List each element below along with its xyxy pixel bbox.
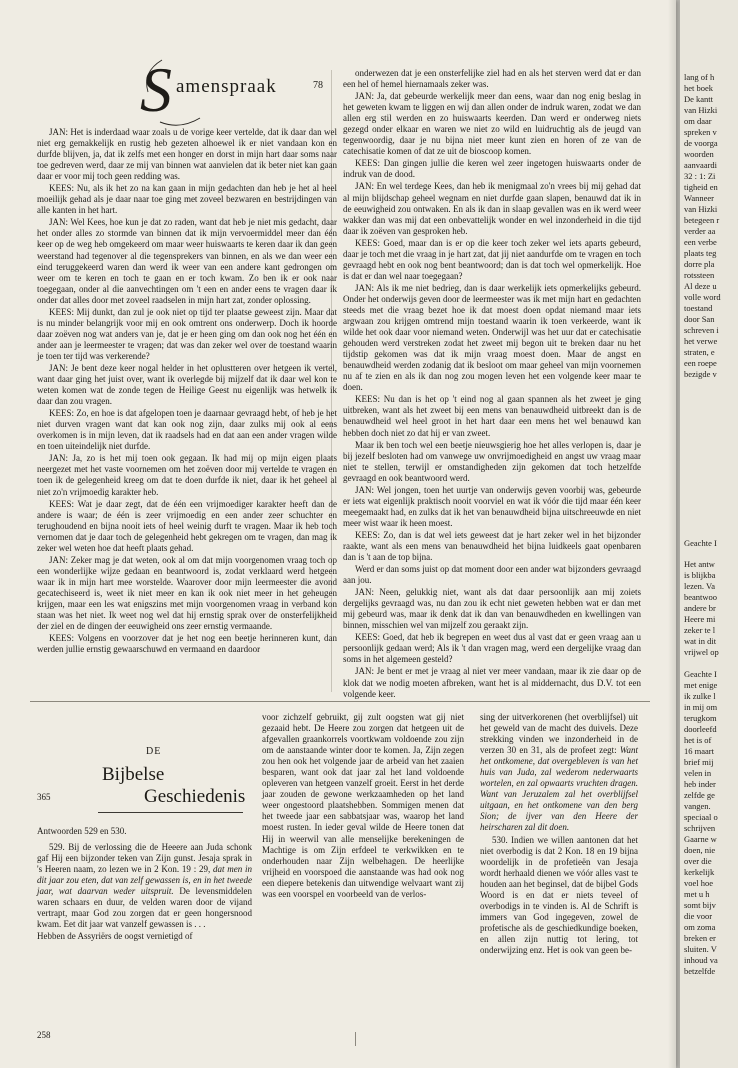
partial-text-line: om zoma — [684, 922, 716, 932]
partial-text-line: woorden — [684, 149, 714, 159]
partial-text-line: schrijven — [684, 823, 716, 833]
dialogue-paragraph: JAN: Het is inderdaad waar zoals u de vorige keer vertelde, dat ik daar dan wel niet erg gemakkelijk en rustig heb gezeten alhoewel ik er niet vandaan kon en durfde blijven, ja, dat ik zelfs met een honger en dorst in mijn hart daar soms naar toe gedreven werd, daar ze mij van binnen wat aanvielen dat ik beter niet kan gaan daar er voor mij toch geen redding was. — [37, 127, 337, 182]
bible-col3-para-b: 530. Indien we willen aantonen dat het niet overbodig is dat 2 Kon. 18 en 19 bijna woordelijk in de profetieën van Jesaja wordt herhaald dienen we vóór alles vast te houden aan het beginsel, dat de bijbel Gods Woord is en dat er niets teveel of overbodigs in te vinden is. Al de Schrift is immers van God ingegeven, zowel de profetische als de geschiedkundige boeken, en allen zijn nuttig tot lering, tot onderwijzing enz. Het is ook van geen be- — [480, 834, 638, 955]
dialogue-paragraph: JAN: Wel jongen, toen het uurtje van onderwijs geven voorbij was, gebeurde er iets wat eigenlijk praktisch nooit voorviel en wat ik vóór die tijd maar één keer meegemaakt had, en zulks dat ik het van benauwdheid bijna uitschreeuwde en niet meer wist waar ik heen moest. — [343, 484, 641, 528]
pencil-mark — [355, 1032, 356, 1046]
partial-text-line: aanvaardi — [684, 160, 718, 170]
partial-text-line: zelfde ge — [684, 790, 715, 800]
dialogue-paragraph: KEES: Mij dunkt, dan zul je ook niet op tijd ter plaatse geweest zijn. Maar dat is nu minder belangrijk voor mij en ook omtrent ons onderwerp. Doch ik hoorde daar zoëven nog wat anders van je, dat je er heen ging om dan ook nog het één en ander aan je leermeester te vragen; dat was dan zeker wel over de toestand waarin je toen ter tijd was verkerende? — [37, 306, 337, 361]
bible-column-1 — [37, 842, 252, 942]
partial-text-line: sluiten. V — [684, 944, 717, 954]
partial-text-line: die voor — [684, 911, 713, 921]
partial-text-line: Heere mi — [684, 614, 716, 624]
right-page-bottom-lines — [684, 559, 738, 977]
article-right-column — [343, 68, 641, 700]
partial-text-line: het boek — [684, 83, 714, 93]
partial-text-line: over die — [684, 856, 712, 866]
partial-text-line: ik zulke l — [684, 691, 716, 701]
partial-text-line: een roepe — [684, 358, 717, 368]
bible-col3-quote: Want het ontkomene, dat overgebleven is van het huis van Juda, zal wederom nederwaarts wortelen, en zal opwaarts vruchten dragen. Want van Jeruzalem zal het overblijfsel uitgaan, en het ontkomene van den berg Sion; de ijver van den Heere der heirscharen zal dit doen. — [480, 745, 638, 833]
partial-text-line: met u h — [684, 889, 710, 899]
dialogue-paragraph: Maar ik ben toch wel een beetje nieuwsgierig hoe het alles verlopen is, daar je bij jezelf besloten had om vanwege uw onvrijmoedigheid en angst uw vraag maar niet te stellen, terwijl er omstandigheden zijn gekomen dat toch hetzelfde gevraagd en ook beantwoord werd. — [343, 439, 641, 483]
partial-text-line: brief mij — [684, 757, 714, 767]
partial-text-line: lang of h — [684, 72, 715, 82]
partial-text-line: lezen. Va — [684, 581, 715, 591]
page-number-bottom: 258 — [37, 1030, 51, 1040]
partial-text-line: doen, nie — [684, 845, 716, 855]
partial-text-line: somt bijv — [684, 900, 716, 910]
title-underline — [98, 812, 243, 813]
bible-column-2 — [262, 712, 464, 900]
dialogue-paragraph: KEES: Dan gingen jullie die keren wel zeer ingetogen huiswaarts onder de indruk van de dood. — [343, 158, 641, 180]
dialogue-paragraph: JAN: Ja, dat gebeurde werkelijk meer dan eens, waar dan nog enig beslag in het geweten kwam te liggen en wij dan allen onder de indruk waren, zodat we dan allen erg stil werden en zo huiswaarts keerden. Dan werd er onderweg niets gezegd onder elkaar en waren we niet zo wild en luidruchtig als de jeugd van tegenwoordig, daar je nu bijna niet meer kunt zien en horen of ze van de catechisatie komen of dat ze uit de bioscoop komen. — [343, 91, 641, 157]
bible-section-answers: Antwoorden 529 en 530. — [37, 826, 127, 836]
partial-text-line: 32 : 1: Zi — [684, 171, 716, 181]
partial-text-line: het verwe — [684, 336, 718, 346]
bible-section-title-2: Geschiedenis — [144, 786, 246, 807]
partial-text-line: vangen. — [684, 801, 711, 811]
partial-text-line: tigheid en — [684, 182, 718, 192]
right-page-mid-lines — [684, 538, 738, 549]
title-initial: S — [140, 54, 172, 125]
partial-text-line: De kantt — [684, 94, 714, 104]
dialogue-paragraph: KEES: Zo, dan is dat wel iets geweest dat je hart zeker wel in het bijzonder raakte, want als een mens van benauwdheid het bijna luidkeels gaat openbaren dan is 't aan de top bijna. — [343, 529, 641, 563]
partial-text-line: Geachte I — [684, 538, 717, 548]
partial-text-line: breken er — [684, 933, 716, 943]
partial-text-line: beantwoo — [684, 592, 718, 602]
partial-text-line: speciaal o — [684, 812, 718, 822]
partial-text-line: is blijkba — [684, 570, 716, 580]
partial-text-line: de voorga — [684, 138, 718, 148]
dialogue-paragraph: JAN: Wel Kees, hoe kun je dat zo raden, want dat heb je niet mis gedacht, daar het onder alles zo stormde van binnen dat ik mijn vervoermiddel meer dan één keer op de weg heb omgekeerd om maar weer huiswaarts te keren daar ik dan geen weerstand had tegenover al die tegensprekers van binnen, en als we dan weer een eind teruggekeerd waren dan werd ik weer van een andere kant gedrongen om weer om te keren en toch te gaan en er toch kwam. Zo ben ik er ook naar toegegaan, onder al die aanvechtingen om 't een en ander eens te vragen daar ik onder dat alles door met zoveel raadselen in mijn hart zat, zonder oplossing. — [37, 217, 337, 305]
partial-text-line: van Hizki — [684, 204, 718, 214]
partial-text-line: wat in dit — [684, 636, 717, 646]
partial-text-line: Gaarne w — [684, 834, 717, 844]
partial-text-line: Wanneer — [684, 193, 714, 203]
bible-col1-last: Hebben de Assyriërs de oogst vernietigd of — [37, 931, 193, 942]
dialogue-paragraph: JAN: Als ik me niet bedrieg, dan is daar werkelijk iets opmerkelijks gebeurd. Onder het onderwijs geven door de leermeester was ik met mijn hart en gedachten steeds met die vraag bezet hoe ik dat moest doen opdat niemand maar iets argwaan zou krijgen omtrend mijn toestand waarin ik toen verkeerde, want ik wilde het ook daar voor niemand weten. Onderwijl was het uur dat er catechisatie gehouden werd verstreken zodat het zweet mij begon uit te breken daar nu het tijdstip gekomen was dat ik mijn vraag moest doen. Maar de angst en benauwdheid werden zodanig dat ik besloot om maar geheel van mijn voornemen nu af te zien en als ik dan nog zou mogen leven het een volgende keer maar te doen. — [343, 282, 641, 393]
dialogue-paragraph: JAN: Neen, gelukkig niet, want als dat daar persoonlijk aan mij zoiets dergelijks gevraagd was, nu dan zou ik echt niet geweten hebben wat er dan met mij gebeurd was, maar ik denk dat ik dan van benauwdheden en kwellingen van binnen, misschien wel van mijzelf zou geraakt zijn. — [343, 587, 641, 631]
partial-text-line: terugkom — [684, 713, 717, 723]
dialogue-paragraph: JAN: En wel terdege Kees, dan heb ik menigmaal zo'n vrees bij mij gehad dat al mijn blijdschap geheel wegnam en niet durfde gaan slapen, benauwd dat ik in de eeuwigheid zou ontwaken. En als ik dan in slaap gevallen was en ik werd weer wakker dan was mij dat een onbevattelijk wonder en wel inzonderheid in die tijd daar ik zoëven van gesproken heb. — [343, 181, 641, 236]
dialogue-paragraph: KEES: Nu, als ik het zo na kan gaan in mijn gedachten dan heb je het al heel moeilijk gehad als je daar naar toe ging met zoveel bezwaren en bestrijdingen van alle kanten in het hart. — [37, 183, 337, 216]
partial-text-line: toestand — [684, 303, 713, 313]
partial-text-line: zeker te l — [684, 625, 716, 635]
partial-text-line: volle word — [684, 292, 721, 302]
partial-text-line: in mij om — [684, 702, 718, 712]
partial-text-line: Al deze u — [684, 281, 717, 291]
partial-text-line: vrijwel op — [684, 647, 719, 657]
page-number-top: 78 — [313, 80, 323, 91]
bible-col3-text: sing der uitverkorenen (het overblijfsel) uit het geweld van de macht des duivels. Deze strekking vinden we inzonderheid in de verzen 30 en 31, als de profeet zegt: — [480, 712, 638, 756]
bible-column-3 — [480, 712, 638, 956]
partial-text-line: betegeen r — [684, 215, 720, 225]
partial-text-line: met enige — [684, 680, 718, 690]
partial-text-line: inhoud va — [684, 955, 718, 965]
partial-text-line: velen in — [684, 768, 712, 778]
partial-text-line: 16 maart — [684, 746, 714, 756]
section-divider — [30, 701, 650, 702]
dialogue-paragraph: JAN: Je bent deze keer nogal helder in het oplustteren over hetgeen ik vertel, want daar ging het juist over, want ik overlegde bij mijzelf dat ik daar wel kon te weten komen wat de zonde tegen de Heilige Geest nu eigenlijk was hetwelk ik daar dan zou vragen. — [37, 362, 337, 407]
bible-section-prefix: DE — [146, 746, 162, 757]
bible-col2-para: voor zichzelf gebruikt, gij zult oogsten wat gij niet gezaaid hebt. De Heere zou zorgen dat hetgeen uit de afgevallen graankorrels voortkwam voldoende zou zijn om de aanstaande winter door te komen. Ja, Zijn zegen zou hen ook het volgende jaar de arbeid van het zaaien besparen, want ook dat jaar zal het land voldoende opleveren van hetgeen vanzelf groeit. Eerst in het derde jaar zouden de gewone werkzaamheden op het land weer ongestoord plaatshebben. Sommigen menen dat het tweede jaar een sabbatsjaar was, waarop het land moest rusten. In ieder geval wilde de Heere tonen dat Hij in weerwil van alle menselijke berekeningen de Machtige is om Zijn erfdeel te verkwikken en te onderhouden naar Zijn welbehagen. De heerlijke vrijheid en voorspoed die aanstaande was had ook nog een diepere betekenis dan uitwendige welvaart want zij was een voorspel en voorbeeld van de verlos- — [262, 712, 464, 899]
dialogue-paragraph: KEES: Zo, en hoe is dat afgelopen toen je daarnaar gevraagd hebt, of heb je het niet durven vragen want dat kan ook nog zijn, daar zulks mij ook al eens overkomen is in mijn leven, dat ik raadsels had en dat aan een ander vragen wilde en toen uiteindelijk niet durfde. — [37, 408, 337, 452]
partial-text-line: spreken v — [684, 127, 717, 137]
partial-text-line: rotssteen — [684, 270, 715, 280]
dialogue-paragraph: JAN: Zeker mag je dat weten, ook al om dat mijn voorgenomen vraag toch op een wonderlijke wijze gedaan en beantwoord is, zodat verklaard werd hetgeen waar ik in mijn hart mee worstelde. Waarover door mijn leermeester die avond gecatechiseerd is, weet ik niet meer en kan ik ook niet meer in het geheugen krijgen, maar een les wat enigszins met mijn voorgenomen vraag in verband kon staan was het niet. Ik weet nog wel dat hij ernstig sprak over de onsterfelijkheid der ziel en de dingen der eeuwigheid ons zeer ernstig vermaande. — [37, 554, 337, 632]
partial-text-line — [684, 658, 738, 669]
partial-text-line: plaats teg — [684, 248, 717, 258]
right-page-edge — [680, 0, 738, 1068]
bible-col1-para: 529. Bij de verlossing die de Heeere aan Juda schonk gaf Hij een bijzonder teken van Zijn gunst. Jesaja sprak in 's Heeren naam, zo lezen we in 2 Kon. 19 : 29, dat men in dit jaar zou eten, dat van zelf gewassen is, en in het tweede jaar, wat daarvan weder uitspruit. De levensmiddelen waren schaars en duur, de velden waren door de vijand vertrapt, maar God zou zorgen dat er geen hongersnood kwam. Eet dit jaar wat vanzelf gewassen is . . . — [37, 842, 252, 930]
dialogue-paragraph: KEES: Nu dan is het op 't eind nog al gaan spannen als het zweet je ging uitbreken, want als het zweet bij een mens van benauwdheid uitbreekt dan is de benauwdheid wel heel groot in het hart daar een mens het wel benauwd kan hebben doch niet zo dat hij er van zweet. — [343, 394, 641, 438]
article-left-column — [37, 127, 337, 655]
partial-text-line: straten, e — [684, 347, 715, 357]
dialogue-paragraph: KEES: Goed, dat heb ik begrepen en weet dus al vast dat er geen vraag aan u persoonlijk gedaan werd; Als ik 't dan vragen mag, werd een dergelijke vraag dan soms in het algemeen gesteld? — [343, 632, 641, 665]
partial-text-line: het is of — [684, 735, 712, 745]
dialogue-paragraph: KEES: Wat je daar zegt, dat de één een vrijmoediger karakter heeft dan de andere is waar; de één is zeer vrijmoedig en een ander zeer schuchter en terughoudend en bijna nooit iets of heel weinig durft te vragen. Maar ik heb toch vernomen dat je daar toch de gelegenheid hebt gekregen om te vragen, dan mag ik zeker wel weten hoe dat heeft plaats gehad. — [37, 498, 337, 553]
partial-text-line: een verbe — [684, 237, 717, 247]
partial-text-line: van Hizki — [684, 105, 718, 115]
dialogue-paragraph: KEES: Goed, maar dan is er op die keer toch zeker wel iets aparts gebeurd, daar je toch met die vraag in je hart zat, dat jij niet aandurfde om te vragen en toch gevraagd hebt en ook nog bent beantwoord; dan is dat toch wel opmerkelijk. Hoe is dat er dan wel naar toegegaan? — [343, 237, 641, 281]
partial-text-line: voel hoe — [684, 878, 714, 888]
bible-section-title-1: Bijbelse — [102, 764, 165, 785]
bible-col3-para-a — [480, 712, 638, 834]
partial-text-line: doorleefd — [684, 724, 717, 734]
partial-text-line: heb inder — [684, 779, 716, 789]
bible-section-number: 365 — [37, 792, 51, 802]
partial-text-line: schreven i — [684, 325, 719, 335]
partial-text-line: dorre pla — [684, 259, 715, 269]
partial-text-line: kerkelijk — [684, 867, 715, 877]
dialogue-paragraph: JAN: Je bent er met je vraag al niet ver meer vandaan, maar ik zie daar op de klok dat we nodig moeten afbreken, want het is al middernacht, dus D.V. tot een volgende keer. — [343, 666, 641, 699]
partial-text-line: andere br — [684, 603, 716, 613]
bible-quote: dat men in dit jaar zou eten, dat van zelf gewassen is, en in het tweede jaar, wat daarvan weder uitspruit. — [37, 864, 252, 897]
article-title: amenspraak — [176, 76, 277, 97]
partial-text-line: verder aa — [684, 226, 716, 236]
partial-text-line: door San — [684, 314, 715, 324]
right-page-top-lines — [684, 72, 738, 380]
partial-text-line: om daar — [684, 116, 712, 126]
dialogue-paragraph: KEES: Volgens en voorzover dat je het nog een beetje herinneren kunt, dan werden jullie ernstig gewaarschuwd en vermaand en daardoor — [37, 633, 337, 655]
partial-text-line: bezigde v — [684, 369, 717, 379]
dialogue-paragraph: JAN: Ja, zo is het mij toen ook gegaan. Ik had mij op mijn eigen plaats neergezet met het vaste voornemen om het zoëven door mij vertelde te vragen en toen ik de gelegenheid kreeg om dat te doen durfde ik niet, daar ik het geheel al niet zo'n vrijmoedig karakter heb. — [37, 453, 337, 497]
partial-text-line: Geachte I — [684, 669, 717, 679]
dialogue-paragraph: onderwezen dat je een onsterfelijke ziel had en als het sterven werd dat er dan een hel of hemel hiernamaals zeker was. — [343, 68, 641, 90]
partial-text-line: Het antw — [684, 559, 715, 569]
dialogue-paragraph: Werd er dan soms juist op dat moment door een ander wat bijzonders gevraagd aan jou. — [343, 564, 641, 586]
partial-text-line: betzelfde — [684, 966, 716, 976]
